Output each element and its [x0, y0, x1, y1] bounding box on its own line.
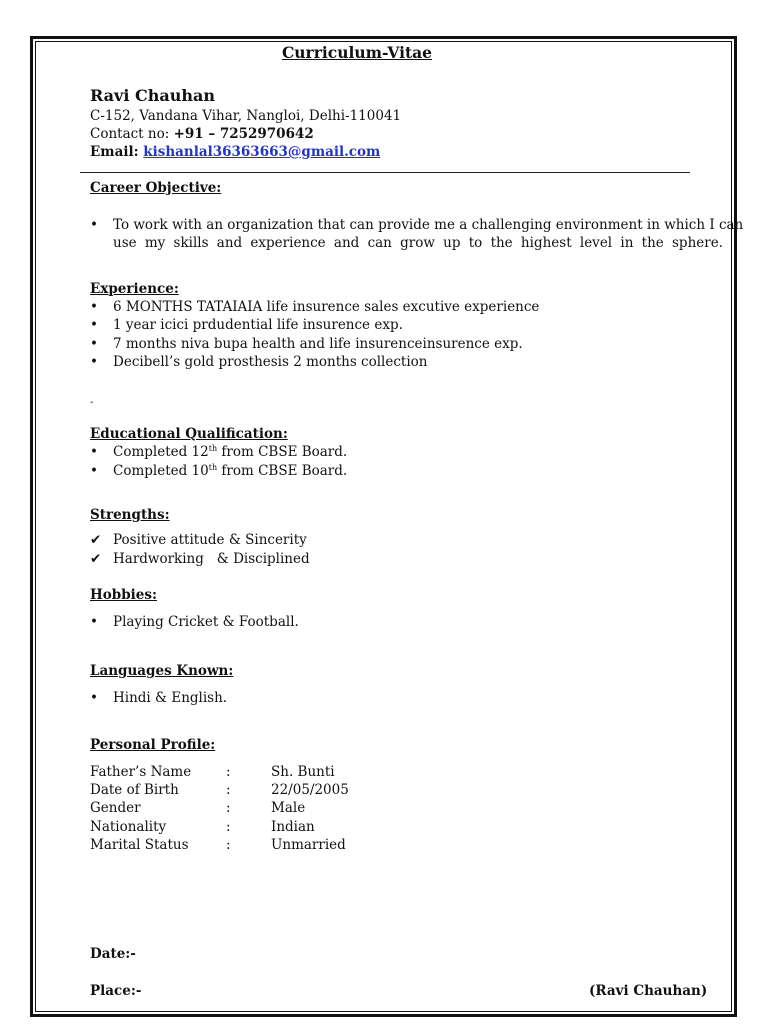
education-item-text: Completed 10	[113, 463, 209, 479]
language-item: Hindi & English.	[113, 690, 228, 706]
languages-heading: Languages Known:	[90, 663, 234, 679]
experience-item: 7 months niva bupa health and life insurenceinsurence exp.	[113, 336, 523, 352]
hobby-item: Playing Cricket & Football.	[113, 614, 299, 630]
email-line	[90, 144, 380, 160]
hobbies-heading: Hobbies:	[90, 587, 157, 603]
profile-value: Sh. Bunti	[271, 764, 335, 780]
bullet-icon: •	[90, 217, 98, 233]
profile-value: 22/05/2005	[271, 782, 349, 798]
bullet-icon: •	[90, 690, 98, 706]
experience-item: Decibell’s gold prosthesis 2 months collection	[113, 354, 428, 370]
date-label: Date:-	[90, 946, 136, 962]
profile-label: Gender	[90, 800, 141, 816]
profile-colon: :	[226, 800, 231, 816]
bullet-icon: •	[90, 614, 98, 630]
experience-item: 6 MONTHS TATAIAIA life insurence sales excutive experience	[113, 299, 540, 315]
stray-dash: -	[90, 397, 94, 408]
career-objective-line-1: To work with an organization that can provide me a challenging environment in which I can	[113, 217, 744, 233]
place-label: Place:-	[90, 983, 142, 999]
education-heading: Educational Qualification:	[90, 426, 288, 442]
address-line: C-152, Vandana Vihar, Nangloi, Delhi-110041	[90, 108, 402, 124]
email-link[interactable]: kishanlal36363663@gmail.com	[143, 144, 381, 160]
profile-label: Nationality	[90, 819, 167, 835]
profile-label: Marital Status	[90, 837, 189, 853]
education-item-text: Completed 12	[113, 444, 209, 460]
education-item-text: from CBSE Board.	[217, 463, 348, 479]
contact-number: +91 – 7252970642	[173, 126, 314, 142]
experience-item: 1 year icici prdudential life insurence exp.	[113, 317, 403, 333]
profile-label: Date of Birth	[90, 782, 179, 798]
document-title: Curriculum-Vitae	[281, 43, 433, 62]
checkmark-icon: ✔	[90, 532, 102, 548]
signature-name: (Ravi Chauhan)	[589, 983, 708, 999]
email-label: Email:	[90, 144, 144, 160]
ordinal-suffix: th	[208, 463, 218, 472]
profile-label: Father’s Name	[90, 764, 192, 780]
strengths-heading: Strengths:	[90, 507, 170, 523]
bullet-icon: •	[90, 444, 98, 460]
ordinal-suffix: th	[208, 444, 218, 453]
applicant-name: Ravi Chauhan	[90, 86, 215, 105]
experience-heading: Experience:	[90, 281, 179, 297]
profile-colon: :	[226, 782, 231, 798]
profile-value: Unmarried	[271, 837, 346, 853]
career-objective-heading: Career Objective:	[90, 180, 222, 196]
education-item	[113, 463, 347, 479]
education-item-text: from CBSE Board.	[217, 444, 348, 460]
checkmark-icon: ✔	[90, 551, 102, 567]
personal-profile-heading: Personal Profile:	[90, 737, 216, 753]
bullet-icon: •	[90, 317, 98, 333]
profile-colon: :	[226, 764, 231, 780]
contact-line	[90, 126, 314, 142]
strength-item: Positive attitude & Sincerity	[113, 532, 307, 548]
bullet-icon: •	[90, 299, 98, 315]
profile-value: Male	[271, 800, 306, 816]
career-objective-line-2: use my skills and experience and can grow up to the highest level in the sphere.	[113, 235, 723, 251]
profile-colon: :	[226, 837, 231, 853]
profile-colon: :	[226, 819, 231, 835]
bullet-icon: •	[90, 354, 98, 370]
profile-value: Indian	[271, 819, 315, 835]
contact-label: Contact no:	[90, 126, 174, 142]
header-divider	[80, 172, 690, 173]
bullet-icon: •	[90, 463, 98, 479]
education-item	[113, 444, 347, 460]
strength-item: Hardworking & Disciplined	[113, 551, 310, 567]
bullet-icon: •	[90, 336, 98, 352]
